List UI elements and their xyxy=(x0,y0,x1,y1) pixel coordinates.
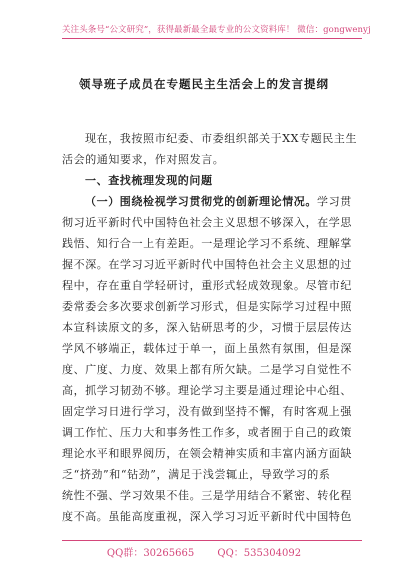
header-divider xyxy=(62,38,362,39)
body-line: 本宣科读原文的多，深入钻研思考的少，习惯于层层传达 xyxy=(62,321,352,334)
body-line: 乏“挤劲”和“钻劲”，满足于浅尝辄止，导致学习的系 xyxy=(62,468,331,481)
subheading: （一）围绕检视学习贯彻党的创新理论情况。 xyxy=(85,195,317,208)
header-banner: 关注头条号“公文研究”，获得最新最全最专业的公文资料库！ 微信：gongwenyj xyxy=(62,25,371,35)
footer xyxy=(0,544,408,559)
subheading-tail: 学习贯 xyxy=(317,195,352,208)
section-heading: 一、查找梳理发现的问题 xyxy=(85,174,213,187)
footer-qq: QQ：535304092 xyxy=(217,548,302,559)
document-title: 领导班子成员在专题民主生活会上的发言提纲 xyxy=(79,77,329,91)
body-line: 委常委会多次要求创新学习形式，但是实际学习过程中照 xyxy=(62,300,352,313)
body-line: 理论水平和眼界阅历，在领会精神实质和丰富内涵方面缺 xyxy=(62,447,352,460)
body-line: 彻习近平新时代中国特色社会主义思想不够深入，在学思 xyxy=(62,216,352,229)
body-line: 践悟、知行合一上有差距。一是理论学习不系统、理解掌 xyxy=(62,237,352,250)
footer-qq-group: QQ群：30265665 xyxy=(106,548,195,559)
body-line: 度不高。虽能高度重视，深入学习习近平新时代中国特色 xyxy=(62,510,352,523)
body-line: 度、广度、力度、效果上都有所欠缺。二是学习自觉性不 xyxy=(62,363,352,376)
intro-line: 活会的通知要求，作对照发言。 xyxy=(62,153,225,166)
body-line: 调工作忙、压力大和事务性工作多，或者囿于自己的政策 xyxy=(62,426,352,439)
body-line: 统性不强、学习效果不佳。三是学用结合不紧密、转化程 xyxy=(62,489,352,502)
body-line: 程中，存在重自学轻研讨，重形式轻成效现象。尽管市纪 xyxy=(62,279,352,292)
body-line: 固定学习日进行学习，没有做到坚持不懈，有时客观上强 xyxy=(62,405,352,418)
body-line: 学风不够端正，载体过于单一，面上虽然有氛围，但是深 xyxy=(62,342,352,355)
intro-line: 现在，我按照市纪委、市委组织部关于XX专题民主生 xyxy=(85,132,358,145)
body-line: 高，抓学习韧劲不够。理论学习主要是通过理论中心组、 xyxy=(62,384,352,397)
document-body xyxy=(62,128,358,527)
body-line: 握不深。在学习习近平新时代中国特色社会主义思想的过 xyxy=(62,258,352,271)
subheading-line xyxy=(62,191,358,212)
footer-divider xyxy=(62,540,362,541)
